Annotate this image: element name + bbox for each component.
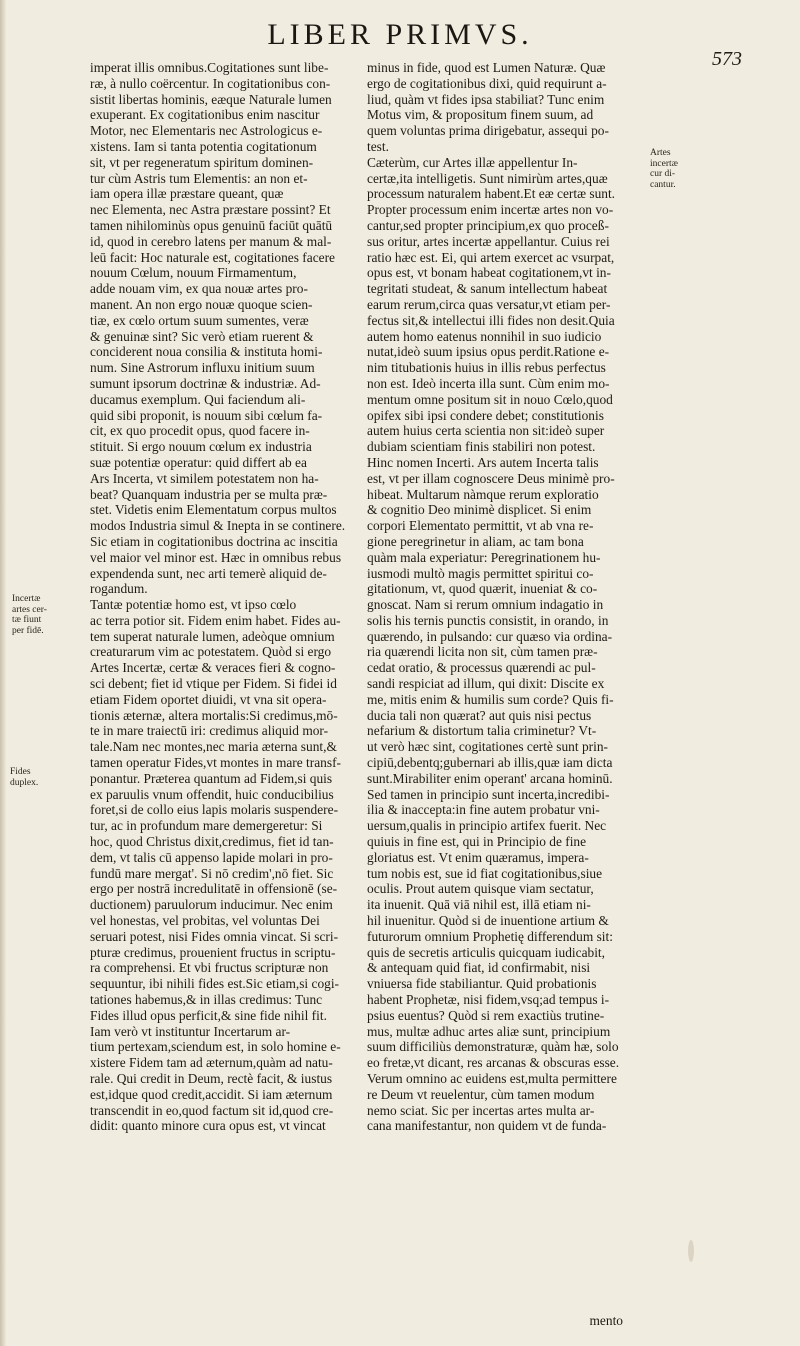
text-line: ria quærendi licita non sit, cùm tamen præ-: [367, 644, 598, 660]
text-line: ergo per nostrā incredulitatē in offensionē (se-: [90, 881, 338, 897]
margin-note-incertae: [12, 594, 52, 636]
text-line: transcendit in eo,quod factum sit id,quod cre-: [90, 1102, 334, 1118]
text-line: tale.Nam nec montes,nec maria æterna sunt,&: [90, 739, 337, 755]
text-line: stet. Videtis enim Elementatum corpus multos: [90, 502, 337, 518]
text-line: uersum,qualis in principio artifex fuerit. Nec: [367, 818, 607, 834]
text-line: sunt.Mirabiliter enim operant' arcana hominū.: [367, 770, 613, 786]
text-line: incertæ: [650, 158, 678, 169]
text-line: sumunt ipsorum doctrinæ & industriæ. Ad-: [90, 375, 321, 391]
page-number: 573: [712, 48, 742, 70]
text-line: est, vt per illam cognoscere Deus minimè pro-: [367, 470, 615, 486]
text-line: sit, vt per regeneratum spiritum dominen-: [90, 154, 314, 170]
text-line: suum difficiliùs demonstraturæ, quàm hæ, solo: [367, 1039, 619, 1055]
text-line: nutat,ideò suum ipsius opus perdit.Ratione e-: [367, 344, 610, 360]
text-line: liud, quàm vt fides ipsa stabiliat? Tunc enim: [367, 91, 605, 107]
text-line: tamen nihilominùs opus genuinū faciūt quātū: [90, 217, 333, 233]
text-line: tium pertexam,sciendum est, in solo homine e-: [90, 1039, 341, 1055]
text-line: vel maior vel minor est. Hæc in omnibus rebus: [90, 549, 342, 565]
text-line: quid sibi proponit, is nouum sibi cœlum fa-: [90, 407, 323, 423]
text-line: xistens. Iam si tanta potentia cogitationum: [90, 138, 317, 154]
text-line: nemo sciat. Sic per incertas artes multa ar-: [367, 1102, 595, 1118]
text-line: etiam Fidem oportet diuidi, vt vna sit opera-: [90, 691, 327, 707]
text-line: nim titubationis huius in illis rebus perfectus: [367, 360, 606, 376]
text-line: nefarium & distortum talia criminetur? Vt-: [367, 723, 597, 739]
text-line: cit, ex quo procedit opus, quod facere in-: [90, 423, 310, 439]
catchword: mento: [589, 1313, 623, 1328]
text-line: iam opera illæ præstare queant, quæ: [90, 186, 284, 202]
text-line: & genuinæ sint? Sic verò etiam ruerent &: [90, 328, 314, 344]
text-line: vniuersa fide stabiliantur. Quid probationis: [367, 976, 597, 992]
text-line: per fidē.: [12, 625, 44, 636]
text-line: ut verò hæc sint, cogitationes certè sunt prin-: [367, 739, 608, 755]
text-line: sequuntur, ibi nihili fides est.Sic etiam,si cogi-: [90, 976, 340, 992]
text-line: tur, ac in profundum mare demergeretur: Si: [90, 818, 323, 834]
text-line: rale. Qui credit in Deum, rectè facit, & iustus: [90, 1071, 333, 1086]
text-line: solis his ternis punctis consistit, in orando, in: [367, 612, 609, 628]
left-text-column: [90, 60, 358, 1134]
text-line: certæ,ita intelligetis. Sunt nimirùm artes,quæ: [367, 170, 608, 186]
text-line: fectus sit,& intellectui illi fides non desit.Quia: [367, 312, 615, 328]
text-line: adde nouam vim, ex qua nouæ artes pro-: [90, 281, 308, 297]
text-line: Fides illud opus perficit,& sine fide nihil fit.: [90, 1007, 327, 1023]
running-header: LIBER PRIMVS.: [267, 18, 533, 51]
text-line: didit: quanto minore cura opus est, vt vincat: [90, 1118, 326, 1134]
text-line: creaturarum vim ac potestatem. Quòd si ergo: [90, 644, 332, 660]
text-line: fundū mare mergat'. Si nō credim',nō fiet. Sic: [90, 865, 334, 881]
text-line: ducamus exemplum. Qui faciendum ali-: [90, 391, 306, 407]
text-line: earum rerum,circa quas versatur,vt etiam per-: [367, 296, 611, 312]
text-line: quærendo, in pulsando: cur quæso via ordina-: [367, 628, 613, 644]
text-line: cipiū,debentq;gubernari ab illis,quæ iam dicta: [367, 755, 613, 771]
text-line: gloriatus est. Vt enim quæramus, impera-: [367, 849, 589, 865]
text-line: tur cùm Astris tum Elementis: an non et-: [90, 170, 308, 186]
text-line: me, mitis enim & humilis sum corde? Quis fi-: [367, 691, 614, 707]
text-line: sandi respiciat ad illum, qui dixit: Discite ex: [367, 676, 605, 692]
text-line: oculis. Prout autem quisque viam sectatur,: [367, 881, 594, 897]
text-line: autem homo eatenus nonnihil in suo iudicio: [367, 328, 602, 344]
text-line: hoc, quod Christus dixit,credimus, fiet id tan-: [90, 834, 334, 850]
text-line: gione peregrinetur in aliam, ac tam bona: [367, 533, 584, 549]
text-line: dem, vt talis cū appenso lapide molari in pro-: [90, 849, 333, 865]
text-line: Ars Incerta, vt similem potestatem non ha-: [90, 470, 319, 486]
text-line: te in mare traiectū iri: credimus aliquid mor-: [90, 723, 329, 739]
text-line: imperat illis omnibus.Cogitationes sunt libe-: [90, 60, 329, 75]
text-line: & antequam quid fiat, id confirmabit, nisi: [367, 960, 591, 976]
text-line: Motus vim, & propositum finem suum, ad: [367, 107, 594, 123]
text-line: cantur.: [650, 179, 676, 190]
text-line: tem superat naturale lumen, adeòque omnium: [90, 628, 335, 644]
text-line: ergo de cogitationibus dixi, quid requirunt a-: [367, 75, 607, 91]
text-line: tationes habemus,& in illas credimus: Tunc: [90, 992, 323, 1008]
text-line: Incertæ: [12, 594, 41, 604]
text-line: rogandum.: [90, 581, 148, 597]
text-line: psius euentus? Quòd si rem exactiùs trutine-: [367, 1007, 605, 1023]
text-line: dubiam scientiam finis stabiliri non potest.: [367, 439, 596, 455]
text-line: Tantæ potentiæ homo est, vt ipso cœlo: [90, 597, 297, 613]
text-line: mentum omne positum sit in nouo Cœlo,quod: [367, 391, 613, 407]
text-line: ilia & inaccepta:in fine autem probatur vni-: [367, 802, 600, 818]
text-line: processum naturalem habent.Et eæ certæ sunt.: [367, 186, 616, 202]
text-line: leū facit: Hoc naturale est, cogitationes facere: [90, 249, 336, 265]
text-line: & cognitio Deo minimè displicet. Si enim: [367, 502, 592, 518]
text-line: test.: [367, 138, 389, 154]
text-line: eo fretæ,vt dicant, res arcanas & obscuras esse.: [367, 1055, 620, 1071]
text-line: ita inuenit. Quā viā nihil est, illā etiam ni-: [367, 897, 591, 913]
text-line: minus in fide, quod est Lumen Naturæ. Quæ: [367, 60, 606, 75]
text-line: stituit. Si ergo nouum cœlum ex industria: [90, 439, 312, 455]
text-line: ræ, à nullo coërcentur. In cogitationibus con-: [90, 75, 331, 91]
ink-blot: [688, 1240, 694, 1262]
text-line: Sed tamen in principio sunt incerta,incredibi-: [367, 786, 610, 802]
text-line: quiuis in fine est, qui in Principio de fine: [367, 834, 587, 850]
text-line: ex paruulis vnum offendit, huic conducibilius: [90, 786, 334, 802]
text-line: quem voluntas prima dirigebatur, assequi po-: [367, 123, 609, 139]
text-line: quàm mala experiatur: Peregrinationem hu-: [367, 549, 601, 565]
text-line: suæ potentiæ operatur: quid differt ab ea: [90, 454, 307, 470]
text-line: num. Sine Astrorum influxu initium suum: [90, 360, 315, 376]
text-line: cana manifestantur, non quidem vt de funda-: [367, 1118, 607, 1134]
text-line: xistere Fidem tam ad æternum,quàm ad natu-: [90, 1055, 333, 1071]
text-line: tæ fiunt: [12, 615, 42, 625]
text-line: expendenda sunt, nec arti temerè aliquid de-: [90, 565, 327, 581]
text-line: duplex.: [10, 777, 39, 788]
page-gutter-shadow: [0, 0, 6, 1346]
text-line: mus, multæ adhuc artes aliæ sunt, principium: [367, 1023, 611, 1039]
text-line: autem huius certa scientia non sit:ideò super: [367, 423, 605, 439]
text-line: quis de secretis articulis quicquam iudicabit,: [367, 944, 605, 960]
text-line: cur di-: [650, 169, 676, 179]
text-line: tamen operatur Fides,vt montes in mare transf-: [90, 755, 342, 771]
text-line: conciderent noua consilia & instituta homi-: [90, 344, 323, 360]
margin-note-artes-incertae: [650, 148, 690, 190]
text-line: Motor, nec Elementaris nec Astrologicus e-: [90, 123, 323, 139]
text-line: Cæterùm, cur Artes illæ appellentur In-: [367, 154, 578, 170]
text-line: tegritati studeat, & sanum intellectum habeat: [367, 281, 608, 297]
text-line: ra comprehensi. Et vbi fructus scripturæ non: [90, 960, 329, 976]
catchword-wrap: [367, 1313, 623, 1329]
text-line: opifex sibi ipsi condere debet; constitutionis: [367, 407, 604, 423]
text-line: id, quod in cerebro latens per manum & mal-: [90, 233, 332, 249]
margin-note-fides-duplex: [10, 767, 50, 788]
text-line: Artes: [650, 148, 671, 158]
text-line: cedat oratio, & processus quærendi ac pul-: [367, 660, 596, 676]
text-line: modos Industria simul & Inepta in se continere.: [90, 518, 346, 534]
text-line: cantur,sed propter principium,ex quo proceß-: [367, 217, 609, 233]
text-line: re Deum vt reuelentur, cùm tamen modum: [367, 1086, 595, 1102]
text-line: manent. An non ergo nouæ quoque scien-: [90, 296, 313, 312]
text-line: iusmodi multò magis permittet spiritui co-: [367, 565, 594, 581]
text-line: Sic etiam in cogitationibus doctrina ac inscitia: [90, 533, 338, 549]
text-line: ponantur. Præterea quantum ad Fidem,si quis: [90, 770, 333, 786]
text-line: tum nobis est, sue id fiat cogitationibus,siue: [367, 865, 603, 881]
text-line: ac terra potior sit. Fidem enim habet. Fides au-: [90, 612, 341, 628]
text-line: hil inuenitur. Quòd si de inuentione artium &: [367, 913, 609, 929]
text-line: sus oritur, artes incertæ appellantur. Cuius rei: [367, 233, 610, 249]
text-line: est,idque quod credit,accidit. Si iam æternum: [90, 1086, 333, 1102]
text-line: sci debent; fiet id vtique per Fidem. Si fidei id: [90, 676, 337, 692]
text-line: futurorum omnium Prophetię differendum sit:: [367, 928, 613, 944]
text-line: nec Elementa, nec Astra præstare possint? Et: [90, 202, 331, 218]
text-line: gnoscat. Nam si rerum omnium indagatio in: [367, 597, 604, 613]
text-line: ratio hæc est. Ei, qui artem exercet ac vsurpat,: [367, 249, 615, 265]
text-line: foret,si de collo eius lapis molaris suspendere-: [90, 802, 339, 818]
text-line: seruari potest, nisi Fides omnia vincat. Si scri-: [90, 928, 339, 944]
text-line: Hinc nomen Incerti. Ars autem Incerta talis: [367, 454, 599, 470]
text-line: Propter processum enim incertæ artes non vo-: [367, 202, 614, 218]
text-line: ductionem) paruulorum inducimur. Nec enim: [90, 897, 333, 913]
text-line: corpori Elementato permittit, vt ab vna re-: [367, 518, 594, 534]
right-text-column: [367, 60, 623, 1134]
text-line: Iam verò vt instituntur Incertarum ar-: [90, 1023, 291, 1039]
text-line: beat? Quanquam industria per se multa præ-: [90, 486, 328, 502]
text-line: ducia tali non quærat? aut quis nisi pectus: [367, 707, 592, 723]
text-line: vel honestas, vel probitas, vel voluntas Dei: [90, 913, 320, 929]
text-line: tionis æternæ, altera mortalis:Si credimus,mō-: [90, 707, 338, 723]
text-line: sistit libertas hominis, eæque Naturale lumen: [90, 91, 332, 107]
text-line: tiæ, ex cœlo ortum suum sumentes, veræ: [90, 312, 309, 328]
text-line: pturæ credimus, prouenient fructus in scriptu-: [90, 944, 336, 960]
text-line: opus est, vt bonam habeat cogitationem,vt in-: [367, 265, 611, 281]
text-line: nouum Cœlum, nouum Firmamentum,: [90, 265, 297, 281]
text-line: gitationum, vt, quod quærit, inueniat & co-: [367, 581, 598, 597]
text-line: artes cer-: [12, 604, 47, 615]
text-line: hibeat. Multarum nàmque rerum exploratio: [367, 486, 599, 502]
text-line: Verum omnino ac euidens est,multa permittere: [367, 1071, 617, 1086]
text-line: non est. Ideò incerta illa sunt. Cùm enim mo-: [367, 375, 610, 391]
text-line: Artes Incertæ, certæ & veraces fieri & cogno-: [90, 660, 336, 676]
text-line: exuperant. Ex cogitationibus enim nascitur: [90, 107, 320, 123]
text-line: habent Prophetæ, nisi fidem,vsq;ad tempus i-: [367, 992, 610, 1008]
text-line: Fides: [10, 767, 31, 777]
